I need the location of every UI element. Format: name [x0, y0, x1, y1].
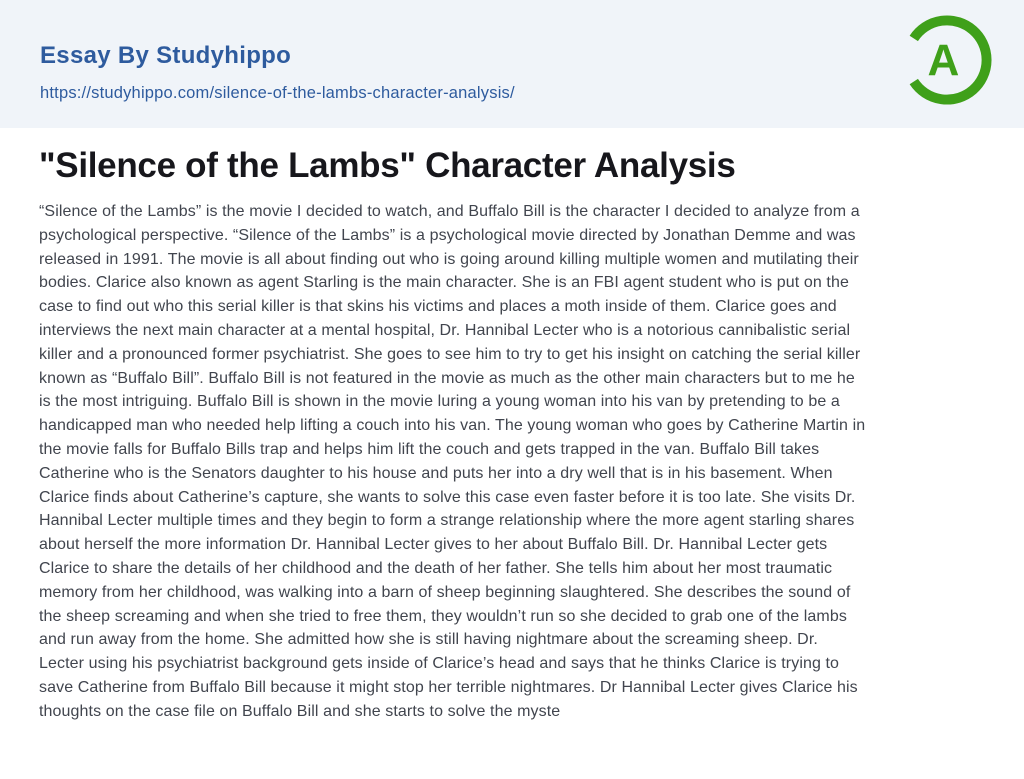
article-title: "Silence of the Lambs" Character Analysis [39, 146, 736, 185]
body-line: memory from her childhood, was walking into a barn of sheep beginning slaughtered. She describes the sound of [39, 583, 851, 601]
site-title: Essay By Studyhippo [40, 42, 292, 69]
article-content [0, 145, 1024, 724]
studyhippo-logo-icon [902, 15, 992, 105]
body-line: bodies. Clarice also known as agent Starling is the main character. She is an FBI agent student who is put on the [39, 274, 849, 292]
body-line: save Catherine from Buffalo Bill because it might stop her terrible nightmares. Dr Hannibal Lecter gives Clarice his [39, 678, 858, 696]
body-line: handicapped man who needed help lifting a couch into his van. The young woman who goes by Catherine Martin in [39, 417, 866, 435]
page-url-link[interactable]: https://studyhippo.com/silence-of-the-lambs-character-analysis/ [40, 84, 515, 102]
body-line: thoughts on the case file on Buffalo Bill and she starts to solve the myste [39, 702, 561, 720]
page-header [0, 0, 1024, 128]
body-line: killer and a pronounced former psychiatrist. She goes to see him to try to get his insight on catching the serial killer [39, 345, 861, 363]
body-line: psychological perspective. “Silence of the Lambs” is a psychological movie directed by Jonathan Demme and was [39, 226, 856, 244]
body-line: the movie falls for Buffalo Bills trap and helps him lift the couch and gets trapped in the van. Buffalo Bill takes [39, 440, 820, 458]
body-line: interviews the next main character at a mental hospital, Dr. Hannibal Lecter who is a notorious cannibalistic serial [39, 321, 851, 339]
logo-letter: A [927, 36, 960, 86]
body-line: Clarice to share the details of her childhood and the death of her father. She tells him about her most traumatic [39, 559, 833, 577]
body-line: case to find out who this serial killer is that skins his victims and places a moth inside of them. Clarice goes and [39, 298, 837, 316]
body-line: about herself the more information Dr. Hannibal Lecter gives to her about Buffalo Bill. Dr. Hannibal Lecter gets [39, 536, 828, 554]
body-line: Catherine who is the Senators daughter to his house and puts her into a dry well that is in his basement. When [39, 464, 833, 482]
body-line: Lecter using his psychiatrist background gets inside of Clarice’s head and says that he thinks Clarice is trying to [39, 655, 840, 673]
body-line: and run away from the home. She admitted how she is still having nightmare about the screaming sheep. Dr. [39, 631, 818, 649]
body-line: the sheep screaming and when she tried to free them, they wouldn’t run so she decided to grab one of the lambs [39, 607, 847, 625]
body-line: is the most intriguing. Buffalo Bill is shown in the movie luring a young woman into his van by pretending to be a [39, 393, 840, 411]
body-line: Clarice finds about Catherine’s capture, she wants to solve this case even faster before it is too late. She visits Dr. [39, 488, 856, 506]
body-line: released in 1991. The movie is all about finding out who is going around killing multiple women and mutilating their [39, 250, 859, 268]
body-line: “Silence of the Lambs” is the movie I decided to watch, and Buffalo Bill is the character I decided to analyze from a [39, 203, 860, 220]
body-line: Hannibal Lecter multiple times and they begin to form a strange relationship where the more agent starling shares [39, 512, 855, 530]
body-line: known as “Buffalo Bill”. Buffalo Bill is not featured in the movie as much as the other main characters but to me he [39, 369, 855, 387]
article-body [39, 200, 985, 724]
